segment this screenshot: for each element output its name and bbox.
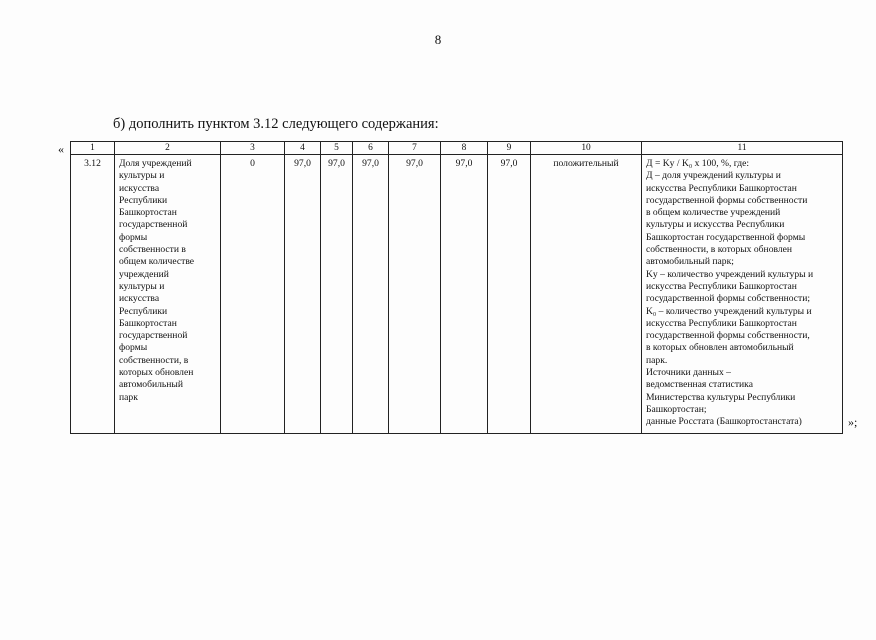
value-cell-col3: 0 xyxy=(221,155,285,434)
methodology-line: ведомственная статистика xyxy=(646,379,753,391)
closing-quote: »; xyxy=(848,415,858,429)
methodology-line: парк. xyxy=(646,354,668,366)
methodology-line: культуры и искусства Республики xyxy=(646,219,785,231)
header-cell: 2 xyxy=(115,142,221,155)
item-number-cell: 3.12 xyxy=(71,155,115,434)
table-row xyxy=(71,155,843,434)
value-cell-col8: 97,0 xyxy=(441,155,488,434)
methodology-line: Kу – количество учреждений культуры и xyxy=(646,268,814,280)
methodology-line: государственной формы собственности xyxy=(646,194,808,206)
header-cell: 9 xyxy=(488,142,531,155)
methodology-line: искусства Республики Башкортостан xyxy=(646,317,797,329)
header-cell: 8 xyxy=(441,142,488,155)
header-cell: 1 xyxy=(71,142,115,155)
page-number: 8 xyxy=(434,32,442,47)
methodology-line: Башкортостан государственной формы xyxy=(646,231,806,243)
methodology-line: Министерства культуры Республики xyxy=(646,391,796,403)
header-cell: 6 xyxy=(353,142,389,155)
header-cell: 11 xyxy=(642,142,843,155)
value-cell-col5: 97,0 xyxy=(321,155,353,434)
methodology-line: K₀ – количество учреждений культуры и xyxy=(646,305,812,317)
methodology-line: автомобильный парк; xyxy=(646,256,734,268)
methodology-line: государственной формы собственности; xyxy=(646,293,811,305)
methodology-line: Источники данных – xyxy=(646,367,731,379)
methodology-cell xyxy=(642,155,843,434)
methodology-line: искусства Республики Башкортостан xyxy=(646,182,797,194)
methodology-line: в которых обновлен автомобильный xyxy=(646,342,794,354)
header-cell: 5 xyxy=(321,142,353,155)
methodology-line: в общем количестве учреждений xyxy=(646,207,781,219)
value-cell-col9: 97,0 xyxy=(488,155,531,434)
value-cell-col6: 97,0 xyxy=(353,155,389,434)
methodology-line: собственности, в которых обновлен xyxy=(646,244,793,256)
methodology-line: Д – доля учреждений культуры и xyxy=(646,170,781,182)
methodology-line: государственной формы собственности, xyxy=(646,330,810,342)
indicator-table xyxy=(70,141,843,434)
opening-quote: « xyxy=(58,142,64,156)
header-cell: 3 xyxy=(221,142,285,155)
value-cell-col4: 97,0 xyxy=(285,155,321,434)
indicator-name-cell: Доля учреждений культуры и искусства Республики Башкортостан государственной формы собственности в общем количестве учреждений культуры и искусства Республики Башкортостан государственной формы собственности, в которых обновлен автомобильный парк xyxy=(115,155,221,434)
methodology-line: Башкортостан; xyxy=(646,403,707,415)
methodology-line: искусства Республики Башкортостан xyxy=(646,280,797,292)
value-cell-col7: 97,0 xyxy=(389,155,441,434)
methodology-line: данные Росстата (Башкортостанстата) xyxy=(646,416,802,428)
header-cell: 4 xyxy=(285,142,321,155)
trend-cell: положительный xyxy=(531,155,642,434)
table-header-row xyxy=(71,142,843,155)
intro-paragraph: б) дополнить пунктом 3.12 следующего содержания: xyxy=(113,116,439,132)
header-cell: 10 xyxy=(531,142,642,155)
methodology-line: Д = Kу / K₀ x 100, %, где: xyxy=(646,158,750,169)
header-cell: 7 xyxy=(389,142,441,155)
